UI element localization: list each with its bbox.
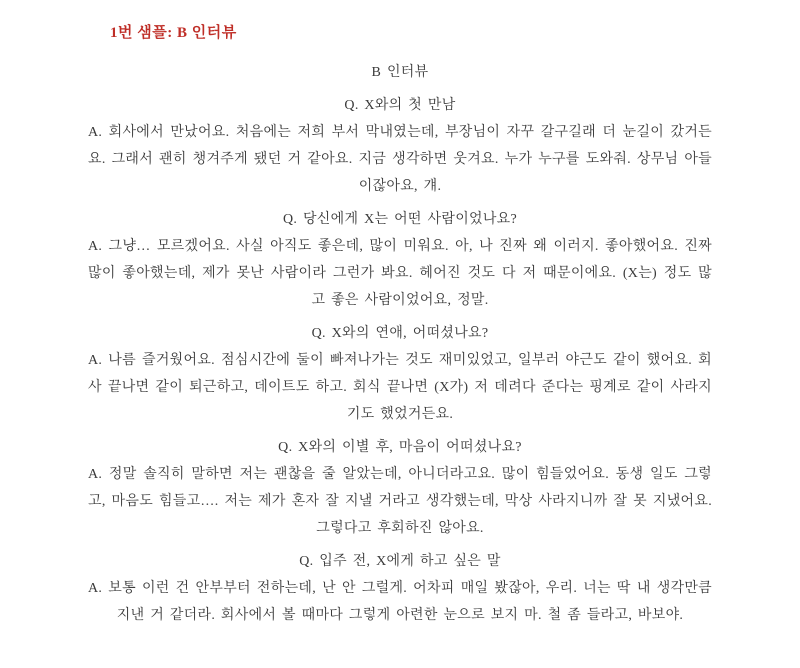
qa-section — [88, 206, 712, 314]
interview-answer: A. 정말 솔직히 말하면 저는 괜찮을 줄 알았는데, 아니더라고요. 많이 힘들었어요. 동생 일도 그렇고, 마음도 힘들고…. 저는 제가 혼자 잘 지낼 거라고 생각했는데, 막상 사라지니까 잘 못 지냈어요. 그렇다고 후회하진 않아요. — [88, 467, 712, 536]
interview-answer: A. 그냥… 모르겠어요. 사실 아직도 좋은데, 많이 미워요. 아, 나 진짜 왜 이러지. 좋아했어요. 진짜 많이 좋아했는데, 제가 못난 사람이라 그런가 봐요. 헤어진 것도 다 저 때문이에요. (X는) 정도 많고 좋은 사람이었어요, 정말. — [88, 239, 712, 308]
document-title: B 인터뷰 — [371, 65, 429, 80]
interview-question: Q. X와의 첫 만남 — [344, 98, 456, 113]
qa-section — [88, 92, 712, 200]
qa-section — [88, 548, 712, 629]
interview-answer: A. 보통 이런 건 안부부터 전하는데, 난 안 그럴게. 어차피 매일 봤잖아, 우리. 너는 딱 내 생각만큼 지낸 거 같더라. 회사에서 볼 때마다 그렇게 아련한 눈으로 보지 마. 철 좀 들라고, 바보야. — [88, 581, 712, 623]
qa-section — [88, 434, 712, 542]
qa-section — [88, 320, 712, 428]
interview-answer: A. 회사에서 만났어요. 처음에는 저희 부서 막내였는데, 부장님이 자꾸 갈구길래 더 눈길이 갔거든요. 그래서 괜히 챙겨주게 됐던 거 같아요. 지금 생각하면 웃겨요. 누가 누구를 도와줘. 상무님 아들이잖아요, 걔. — [88, 125, 712, 194]
sample-label: 1번 샘플: B 인터뷰 — [110, 25, 237, 41]
interview-document — [88, 59, 712, 629]
interview-answer: A. 나름 즐거웠어요. 점심시간에 둘이 빠져나가는 것도 재미있었고, 일부러 야근도 같이 했어요. 회사 끝나면 같이 퇴근하고, 데이트도 하고. 회식 끝나면 (X가) 저 데려다 준다는 핑계로 같이 사라지기도 했었거든요. — [88, 353, 712, 422]
interview-question: Q. 당신에게 X는 어떤 사람이었나요? — [282, 212, 518, 227]
interview-question: Q. X와의 이별 후, 마음이 어떠셨나요? — [278, 440, 522, 455]
interview-question: Q. X와의 연애, 어떠셨나요? — [311, 326, 489, 341]
interview-question: Q. 입주 전, X에게 하고 싶은 말 — [299, 554, 501, 569]
